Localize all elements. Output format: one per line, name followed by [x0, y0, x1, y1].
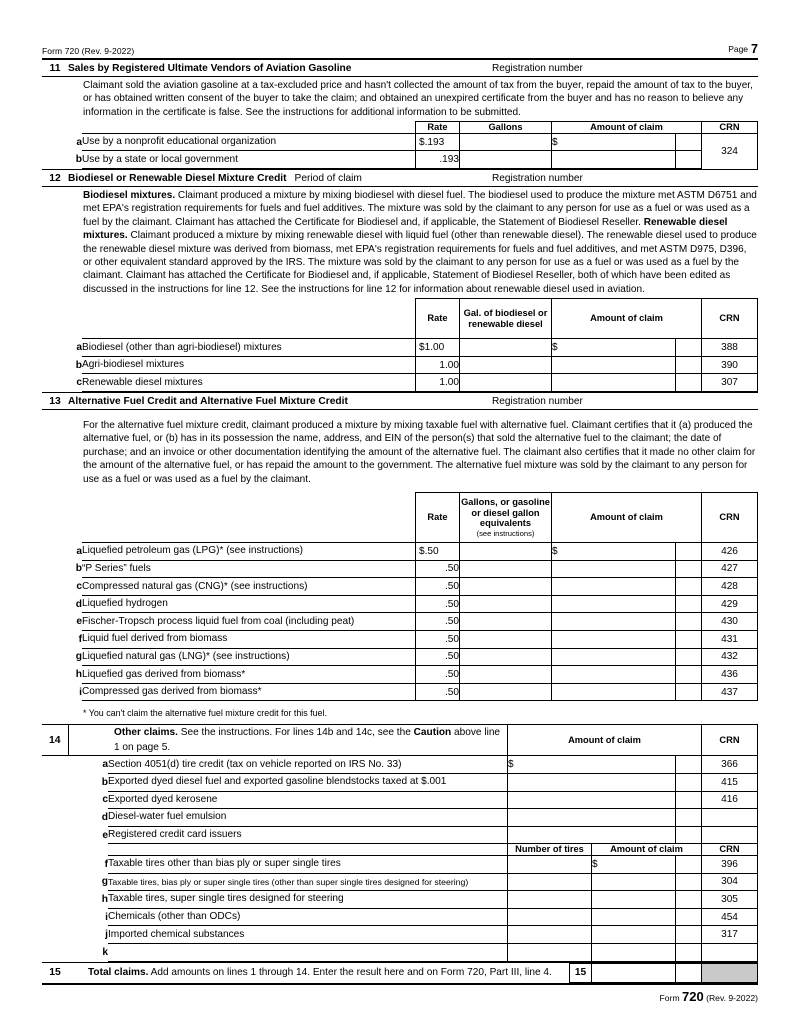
line-13-footnote: * You can't claim the alternative fuel mixture credit for this fuel.: [83, 708, 327, 719]
table-row: [42, 791, 758, 809]
spacer-cell: [42, 299, 82, 339]
row-letter: a: [76, 545, 82, 557]
table-row: [42, 873, 758, 891]
spacer-cell: [42, 774, 68, 792]
table-row: [42, 908, 758, 926]
row-letter: b: [75, 563, 82, 575]
page-number: 7: [751, 42, 758, 56]
line-13-paragraph: For the alternative fuel mixture credit, claimant produced a mixture by mixing taxable fuel with alternative fuel. Claimant certifies that it (a) produced the alternative fuel, or (b) has in its possession the name, address, and EIN of the person(s) that sold the alternative fuel to the claimant; the date of purchase; and an invoice or other documentation identifying the amount of the alternative fuel. The claimant also certifies that it made no other claim for the amount of the alternative fuel, or has repaid the amount to the government. The alternative fuel mixture was sold by the claimant to any person for use as a fuel or was used as a fuel by the claimant.: [83, 420, 756, 485]
row-cents-input[interactable]: [676, 683, 702, 701]
row-crn: 388: [702, 339, 758, 357]
spacer-cell: [42, 844, 68, 856]
row-gallons-input[interactable]: [460, 595, 552, 613]
table-row: [42, 543, 758, 561]
row-amount-input[interactable]: $: [552, 543, 676, 561]
line-12-registration-label: Registration number: [492, 172, 583, 184]
row-gallons-input[interactable]: [460, 151, 552, 169]
row-crn: 415: [702, 774, 758, 792]
row-letter: h: [101, 893, 108, 905]
row-gallons-input[interactable]: [460, 683, 552, 701]
row-rate: $.193: [416, 133, 460, 151]
line-12-column-headers: [42, 299, 758, 339]
row-cents-input[interactable]: [676, 578, 702, 596]
spacer-cell: [42, 756, 68, 774]
col-header-crn: CRN: [702, 844, 758, 856]
line-14-table: [42, 725, 758, 961]
row-crn: 324: [702, 133, 758, 168]
row-amount-input[interactable]: [592, 926, 676, 944]
col-header-crn: CRN: [702, 122, 758, 134]
row-rate: 1.00: [416, 374, 460, 392]
row-cents-input[interactable]: [676, 374, 702, 392]
row-cents-input[interactable]: [676, 543, 702, 561]
col-header-amount: Amount of claim: [508, 725, 702, 756]
row-gallons-input[interactable]: [460, 578, 552, 596]
table-row: [42, 943, 758, 961]
row-description: Registered credit card issuers: [108, 826, 508, 844]
table-row: [42, 809, 758, 827]
row-description: Liquefied gas derived from biomass*: [82, 666, 416, 684]
row-rate: $.50: [416, 543, 460, 561]
row-crn: 429: [702, 595, 758, 613]
line-11-column-headers: [42, 122, 758, 134]
line-15-amount-input[interactable]: [592, 963, 676, 982]
line-14-title-bold: Other claims.: [114, 727, 178, 739]
row-description: Taxable tires, super single tires designed for steering: [108, 891, 508, 909]
line-15-title-rest: Add amounts on lines 1 through 14. Enter the result here and on Form 720, Part III, line 4.: [148, 967, 552, 979]
line-11-table: [42, 121, 758, 169]
table-row: [42, 756, 758, 774]
row-crn: 304: [702, 873, 758, 891]
row-amount-input[interactable]: [552, 151, 676, 169]
row-cents-input[interactable]: [676, 339, 702, 357]
col-header-gallons: [460, 493, 552, 543]
row-description: Liquefied petroleum gas (LPG)* (see instructions): [82, 543, 416, 561]
line-15-crn-blocked: [702, 963, 758, 982]
row-letter: b: [101, 776, 108, 788]
line-11-title: Sales by Registered Ultimate Vendors of Aviation Gasoline: [68, 62, 352, 74]
row-letter: e: [76, 616, 82, 628]
row-crn: 431: [702, 631, 758, 649]
row-crn: 430: [702, 613, 758, 631]
table-row: [42, 826, 758, 844]
line-11-header: [42, 60, 758, 76]
spacer-cell: [108, 844, 508, 856]
row-amount-input[interactable]: [552, 374, 676, 392]
row-tires-input[interactable]: [508, 855, 592, 873]
row-rate: .50: [416, 613, 460, 631]
col-header-rate: Rate: [416, 493, 460, 543]
row-crn: 454: [702, 908, 758, 926]
line-12-lead-biodiesel: Biodiesel mixtures.: [83, 190, 176, 201]
table-row: [42, 560, 758, 578]
row-rate: .50: [416, 631, 460, 649]
row-letter: i: [105, 911, 108, 923]
form-revision-label: Form 720 (Rev. 9-2022): [42, 46, 135, 56]
row-description: Exported dyed diesel fuel and exported gasoline blendstocks taxed at $.001: [108, 774, 508, 792]
row-letter: k: [102, 946, 108, 958]
row-description: Use by a nonprofit educational organization: [82, 133, 416, 151]
row-amount-input[interactable]: $: [592, 855, 676, 873]
row-tires-input[interactable]: [508, 873, 592, 891]
col-header-amount: Amount of claim: [552, 493, 702, 543]
table-row: [42, 648, 758, 666]
row-amount-input[interactable]: [552, 595, 676, 613]
line-12-lead-renewable: Renewable diesel mixtures.: [83, 216, 728, 242]
footer-form-number: 720: [682, 988, 704, 1004]
spacer-cell: [42, 891, 68, 909]
row-amount-input[interactable]: [508, 791, 676, 809]
row-letter: b: [75, 359, 82, 371]
row-cents-input[interactable]: [676, 595, 702, 613]
table-row: [42, 151, 758, 169]
row-crn: [702, 809, 758, 827]
spacer-cell: [42, 809, 68, 827]
spacer-cell: [82, 122, 416, 134]
row-tires-input[interactable]: [508, 908, 592, 926]
row-amount-input[interactable]: [508, 809, 676, 827]
col-header-rate: Rate: [416, 122, 460, 134]
row-crn: 428: [702, 578, 758, 596]
row-amount-input[interactable]: $: [508, 756, 676, 774]
row-gallons-input[interactable]: [460, 613, 552, 631]
row-cents-input[interactable]: [676, 774, 702, 792]
row-cents-input[interactable]: [676, 756, 702, 774]
spacer-cell: [42, 826, 68, 844]
row-rate: .50: [416, 666, 460, 684]
col-header-gallons-main: Gallons, or gasoline or diesel gallon equivalents: [461, 497, 550, 529]
row-amount-input[interactable]: [552, 578, 676, 596]
col-header-amount: Amount of claim: [552, 122, 702, 134]
row-rate: .50: [416, 683, 460, 701]
table-row: [42, 356, 758, 374]
row-letter: i: [79, 686, 82, 698]
row-letter: a: [102, 759, 108, 771]
footer-form-word: Form: [659, 992, 680, 1003]
line-13-number: 13: [49, 395, 61, 407]
row-cents-input[interactable]: [676, 926, 702, 944]
row-gallons-input[interactable]: [460, 133, 552, 151]
col-header-amount: Amount of claim: [592, 844, 702, 856]
page-number-label: [728, 42, 758, 56]
line-14-tires-header-row: [42, 844, 758, 856]
row-cents-input[interactable]: [676, 855, 702, 873]
row-letter: e: [102, 829, 108, 841]
row-rate: .193: [416, 151, 460, 169]
row-gallons-input[interactable]: [460, 666, 552, 684]
form-sheet: [42, 42, 758, 1004]
row-amount-input[interactable]: [592, 891, 676, 909]
row-letter: d: [75, 598, 82, 610]
row-crn: 432: [702, 648, 758, 666]
col-header-crn: CRN: [702, 493, 758, 543]
row-rate: .50: [416, 560, 460, 578]
row-letter: f: [104, 858, 108, 870]
row-cents-input[interactable]: [676, 666, 702, 684]
row-cents-input[interactable]: [676, 908, 702, 926]
spacer-cell: [42, 791, 68, 809]
row-cents-input[interactable]: [676, 809, 702, 827]
line-14-title: [108, 725, 508, 756]
row-description: “P Series” fuels: [82, 560, 416, 578]
line-12-number: 12: [49, 172, 61, 184]
row-amount-input[interactable]: [508, 774, 676, 792]
row-cents-input[interactable]: [676, 560, 702, 578]
row-cents-input[interactable]: [676, 791, 702, 809]
spacer-cell: [42, 926, 68, 944]
spacer-cell: [42, 122, 82, 134]
line-13-table: [42, 492, 758, 701]
row-description: Diesel-water fuel emulsion: [108, 809, 508, 827]
table-row: [42, 595, 758, 613]
table-row: [42, 774, 758, 792]
row-description: Fischer-Tropsch process liquid fuel from coal (including peat): [82, 613, 416, 631]
line-15-cents-input[interactable]: [676, 963, 702, 982]
spacer-cell: [68, 725, 108, 756]
page-word: Page: [728, 44, 749, 54]
line-14-title-rest-1: See the instructions. For lines 14b and 14c, see the: [177, 727, 414, 739]
line-15-box-number: 15: [570, 963, 592, 982]
row-rate: .50: [416, 648, 460, 666]
row-letter: j: [105, 929, 108, 941]
line-15-row: [42, 963, 758, 982]
row-description[interactable]: [108, 943, 508, 961]
row-amount-input[interactable]: [552, 666, 676, 684]
row-crn: 307: [702, 374, 758, 392]
row-crn: 366: [702, 756, 758, 774]
row-description: Chemicals (other than ODCs): [108, 908, 508, 926]
row-amount-input[interactable]: [592, 908, 676, 926]
row-cents-input[interactable]: [676, 613, 702, 631]
row-description: Agri-biodiesel mixtures: [82, 356, 416, 374]
col-header-crn: CRN: [702, 725, 758, 756]
row-letter: c: [76, 377, 82, 389]
row-amount-input[interactable]: [508, 826, 676, 844]
row-letter: f: [78, 633, 82, 645]
row-letter: c: [102, 794, 108, 806]
row-gallons-input[interactable]: [460, 560, 552, 578]
row-description: Taxable tires other than bias ply or super single tires: [108, 855, 508, 873]
row-crn: 396: [702, 855, 758, 873]
spacer-cell: [42, 493, 82, 543]
row-letter: g: [101, 876, 108, 888]
table-row: [42, 578, 758, 596]
row-rate: $1.00: [416, 339, 460, 357]
row-tires-input[interactable]: [508, 891, 592, 909]
row-cents-input[interactable]: [676, 891, 702, 909]
line-15-number: 15: [49, 967, 61, 979]
row-description: Section 4051(d) tire credit (tax on vehicle reported on IRS No. 33): [108, 756, 508, 774]
row-amount-input[interactable]: $: [552, 133, 676, 151]
row-gallons-input[interactable]: [460, 356, 552, 374]
col-header-gallons-note: (see instructions): [476, 528, 535, 538]
row-description: Renewable diesel mixtures: [82, 374, 416, 392]
table-row: [42, 133, 758, 151]
line-15-table: [42, 963, 758, 983]
table-row: [42, 374, 758, 392]
row-crn: [702, 943, 758, 961]
spacer-cell: [42, 855, 68, 873]
line-13-header: [42, 393, 758, 409]
line-11-paragraph: Claimant sold the aviation gasoline at a tax-excluded price and hasn't collected the amount of tax from the buyer, repaid the amount of tax to the buyer, or has obtained written consent of the buyer to take the claim; and obtained an unexpired certificate from the buyer and has no reason to believe any information in the certificate is false. See the instructions for additional information to be submitted.: [83, 80, 753, 118]
row-letter: g: [75, 651, 82, 663]
line-12-paragraph: [42, 187, 758, 298]
col-header-rate: Rate: [416, 299, 460, 339]
spacer-cell: [42, 943, 68, 961]
row-crn: 426: [702, 543, 758, 561]
row-amount-input[interactable]: [552, 560, 676, 578]
line-13-column-headers: [42, 493, 758, 543]
row-gallons-input[interactable]: [460, 374, 552, 392]
col-header-amount: Amount of claim: [552, 299, 702, 339]
spacer-cell: [82, 493, 416, 543]
line-12-table: [42, 298, 758, 392]
row-description: Imported chemical substances: [108, 926, 508, 944]
table-row: [42, 613, 758, 631]
row-amount-input[interactable]: [552, 613, 676, 631]
row-cents-input[interactable]: [676, 356, 702, 374]
row-description: Liquid fuel derived from biomass: [82, 631, 416, 649]
line-12-body-renewable: Claimant produced a mixture by mixing renewable diesel with liquid fuel (other than renewable diesel). The renewable diesel used to produce the renewable diesel mixture was derived from biomass, met EPA's registration requirements for fuels and fuel additives, and met ASTM D975, D396, or other equivalent standard approved by the IRS. The mixture was sold by the claimant to any person for use as a fuel or was used as a fuel by the claimant. Claimant has attached the Certificate for Biodiesel and, if applicable, Statement of Biodiesel Reseller, both of which have been edited as discussed in the instructions for line 12. See the instructions for line 12 for information about renewable diesel used in aviation.: [83, 230, 757, 295]
row-tires-input[interactable]: [508, 926, 592, 944]
spacer-cell: [68, 963, 82, 982]
row-rate: .50: [416, 578, 460, 596]
row-crn: 416: [702, 791, 758, 809]
row-gallons-input[interactable]: [460, 631, 552, 649]
row-description: Biodiesel (other than agri-biodiesel) mixtures: [82, 339, 416, 357]
line-13-registration-label: Registration number: [492, 395, 583, 407]
line-13-title: Alternative Fuel Credit and Alternative Fuel Mixture Credit: [68, 395, 348, 407]
row-amount-input[interactable]: [592, 943, 676, 961]
row-description: Taxable tires, bias ply or super single tires (other than super single tires designed for steering): [108, 873, 508, 891]
table-row: [42, 339, 758, 357]
row-cents-input[interactable]: [676, 133, 702, 151]
row-cents-input[interactable]: [676, 873, 702, 891]
row-cents-input[interactable]: [676, 631, 702, 649]
line-15-title-bold: Total claims.: [88, 967, 149, 979]
line-11-registration-label: Registration number: [492, 62, 583, 74]
row-crn: 436: [702, 666, 758, 684]
row-amount-input[interactable]: $: [552, 339, 676, 357]
line-12-body-biodiesel: Claimant produced a mixture by mixing biodiesel with diesel fuel. The biodiesel used to produce the mixture met ASTM D6751 and met EPA's registration requirements for fuels and fuel additives. The mixture was sold by the claimant to any person for use as a fuel or was used as a fuel by the claimant. Claimant has attached the Certificate for Biodiesel and, if applicable, the Statement of Biodiesel Reseller.: [83, 190, 757, 228]
spacer-cell: [42, 908, 68, 926]
table-row: [42, 631, 758, 649]
page-footer: [42, 985, 758, 1004]
row-letter: b: [75, 154, 82, 166]
row-description: Liquefied natural gas (LNG)* (see instructions): [82, 648, 416, 666]
row-rate: .50: [416, 595, 460, 613]
row-cents-input[interactable]: [676, 151, 702, 169]
table-row: [42, 926, 758, 944]
row-crn: [702, 826, 758, 844]
row-description: Compressed natural gas (CNG)* (see instructions): [82, 578, 416, 596]
line-12-header: [42, 170, 758, 186]
row-amount-input[interactable]: [552, 631, 676, 649]
line-14-header-row: [42, 725, 758, 756]
row-crn: 427: [702, 560, 758, 578]
row-description: Compressed gas derived from biomass*: [82, 683, 416, 701]
row-amount-input[interactable]: [592, 873, 676, 891]
row-letter: a: [76, 342, 82, 354]
page-header: [42, 42, 758, 58]
row-description: Use by a state or local government: [82, 151, 416, 169]
table-row: [42, 666, 758, 684]
col-header-gallons: Gal. of biodiesel or renewable diesel: [460, 299, 552, 339]
row-letter: h: [75, 669, 82, 681]
table-row: [42, 683, 758, 701]
row-rate: 1.00: [416, 356, 460, 374]
row-description: Liquefied hydrogen: [82, 595, 416, 613]
row-crn: 317: [702, 926, 758, 944]
spacer-cell: [68, 844, 108, 856]
row-letter: c: [76, 581, 82, 593]
row-amount-input[interactable]: [552, 356, 676, 374]
row-gallons-input[interactable]: [460, 648, 552, 666]
spacer-cell: [42, 873, 68, 891]
table-row: [42, 855, 758, 873]
row-crn: 305: [702, 891, 758, 909]
row-crn: 390: [702, 356, 758, 374]
row-cents-input[interactable]: [676, 943, 702, 961]
line-12-period-label: Period of claim: [294, 172, 362, 184]
spacer-cell: [82, 299, 416, 339]
row-letter: a: [76, 136, 82, 148]
line-14-caution-word: Caution: [413, 727, 452, 739]
footer-revision: (Rev. 9-2022): [706, 992, 758, 1003]
line-14-title-rest-2: above line 1 on page 5.: [114, 727, 501, 754]
col-header-number-of-tires: Number of tires: [508, 844, 592, 856]
col-header-gallons: Gallons: [460, 122, 552, 134]
row-amount-input[interactable]: [552, 683, 676, 701]
line-11-number: 11: [49, 62, 61, 74]
row-cents-input[interactable]: [676, 648, 702, 666]
row-gallons-input[interactable]: [460, 339, 552, 357]
row-cents-input[interactable]: [676, 826, 702, 844]
row-amount-input[interactable]: [552, 648, 676, 666]
col-header-crn: CRN: [702, 299, 758, 339]
row-crn: 437: [702, 683, 758, 701]
table-row: [42, 891, 758, 909]
line-12-title: Biodiesel or Renewable Diesel Mixture Credit: [68, 172, 287, 184]
row-gallons-input[interactable]: [460, 543, 552, 561]
line-15-title: [82, 963, 570, 982]
line-14-number: 14: [42, 725, 68, 756]
row-letter: d: [101, 811, 108, 823]
row-tires-input[interactable]: [508, 943, 592, 961]
row-description: Exported dyed kerosene: [108, 791, 508, 809]
